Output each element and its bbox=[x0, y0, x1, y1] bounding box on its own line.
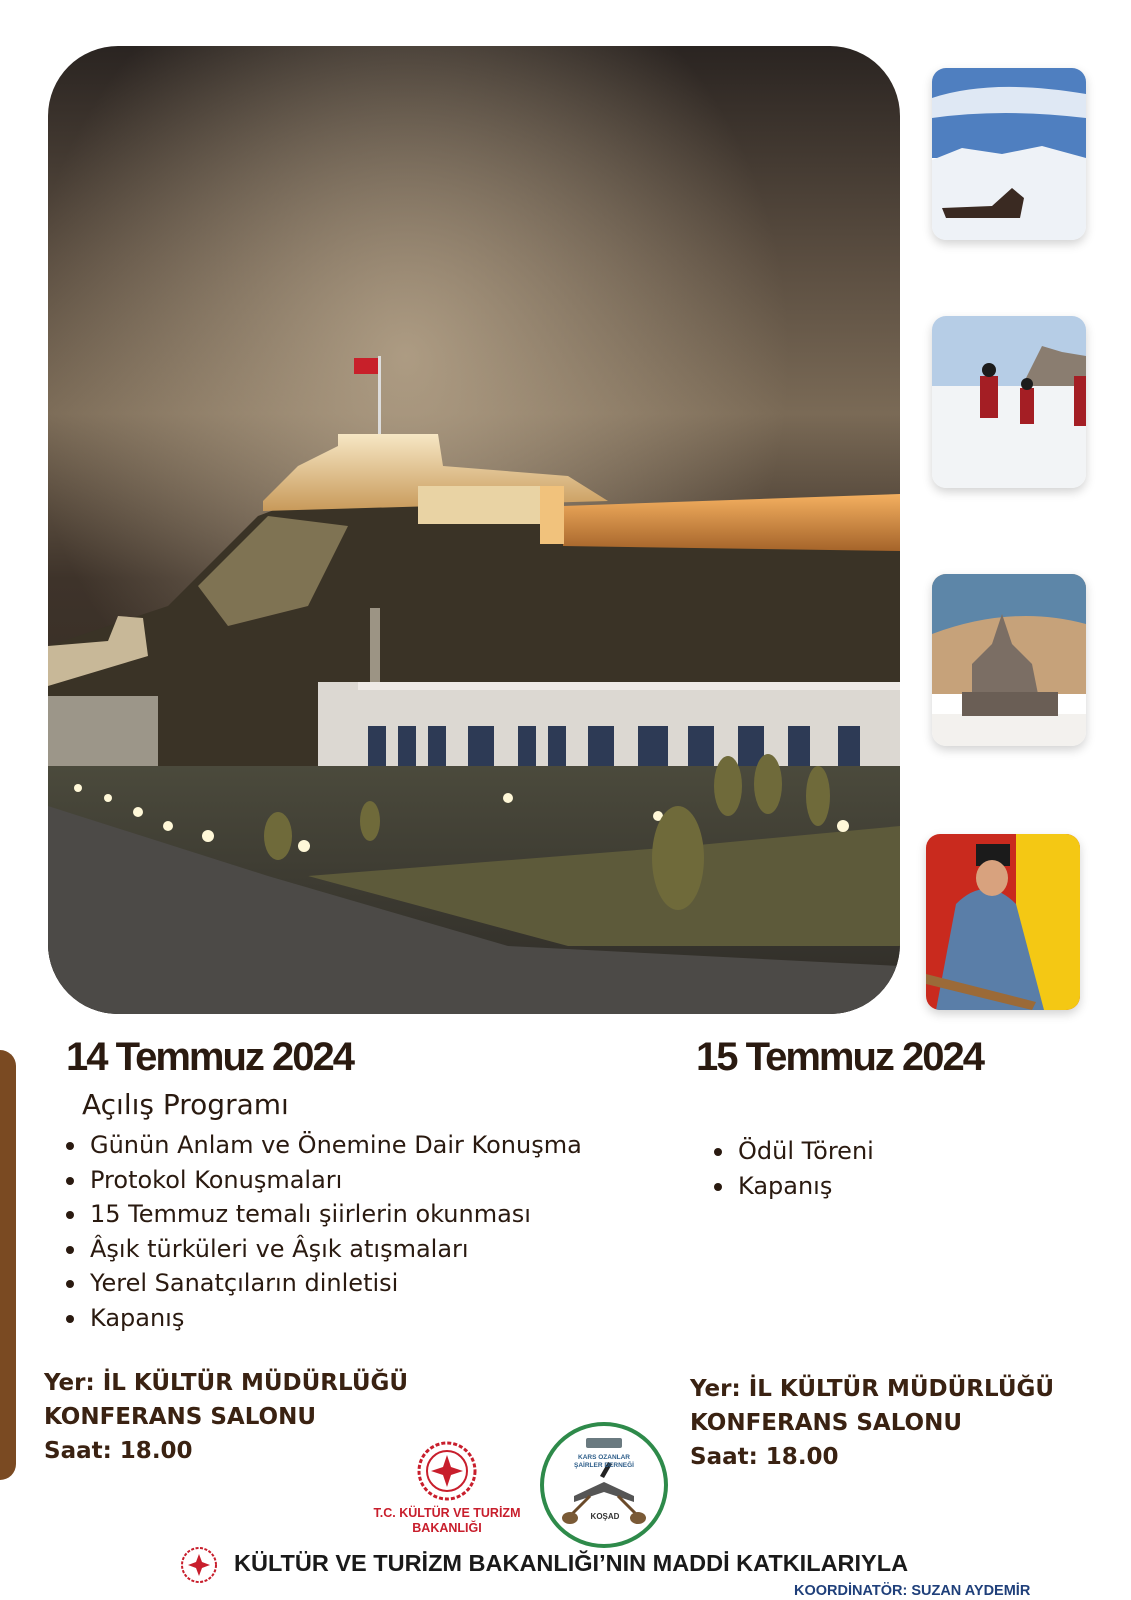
day1-subhead: Açılış Programı bbox=[82, 1088, 289, 1121]
venue-line: Yer: İL KÜLTÜR MÜDÜRLÜĞÜ bbox=[44, 1370, 409, 1396]
ministry-emblem-icon bbox=[416, 1440, 478, 1502]
venue-line: KONFERANS SALONU bbox=[690, 1410, 963, 1436]
sleigh-photo bbox=[932, 68, 1086, 240]
list-item: Kapanış bbox=[712, 1169, 874, 1204]
venue-line: KONFERANS SALONU bbox=[44, 1404, 317, 1430]
day1-venue bbox=[44, 1366, 408, 1468]
list-item: Âşık türküleri ve Âşık atışmaları bbox=[64, 1232, 582, 1267]
side-accent-bar bbox=[0, 1050, 16, 1480]
church-photo bbox=[932, 574, 1086, 746]
venue-line: Yer: İL KÜLTÜR MÜDÜRLÜĞÜ bbox=[690, 1376, 1055, 1402]
list-item: Kapanış bbox=[64, 1301, 582, 1336]
list-item: Ödül Töreni bbox=[712, 1134, 874, 1169]
day2-program-list bbox=[712, 1134, 874, 1203]
list-item: Protokol Konuşmaları bbox=[64, 1163, 582, 1198]
ashik-musician-photo bbox=[926, 834, 1080, 1010]
ministry-name: T.C. KÜLTÜR VE TURİZM BAKANLIĞI bbox=[373, 1506, 521, 1535]
day1-date: 14 Temmuz 2024 bbox=[66, 1035, 353, 1079]
day2-date: 15 Temmuz 2024 bbox=[696, 1035, 983, 1079]
ministry-logo bbox=[372, 1440, 522, 1540]
ministry-small-emblem-icon bbox=[180, 1546, 218, 1584]
folk-dancers-photo bbox=[932, 316, 1086, 488]
day1-program-list bbox=[64, 1128, 582, 1335]
venue-time: Saat: 18.00 bbox=[690, 1444, 839, 1470]
kosad-acronym: KOŞAD bbox=[590, 1512, 620, 1521]
list-item: 15 Temmuz temalı şiirlerin okunması bbox=[64, 1197, 582, 1232]
list-item: Yerel Sanatçıların dinletisi bbox=[64, 1266, 582, 1301]
footer-sponsor-line: KÜLTÜR VE TURİZM BAKANLIĞI’NIN MADDİ KATKILARIYLA bbox=[234, 1550, 909, 1576]
kosad-logo bbox=[540, 1422, 668, 1548]
hero-photo bbox=[48, 46, 900, 1014]
day2-venue bbox=[690, 1372, 1054, 1474]
coordinator-credit: KOORDİNATÖR: SUZAN AYDEMİR bbox=[794, 1583, 1031, 1599]
list-item: Günün Anlam ve Önemine Dair Konuşma bbox=[64, 1128, 582, 1163]
venue-time: Saat: 18.00 bbox=[44, 1438, 193, 1464]
kosad-association-name: KARS OZANLAR ŞAİRLER DERNEĞİ bbox=[574, 1454, 634, 1469]
